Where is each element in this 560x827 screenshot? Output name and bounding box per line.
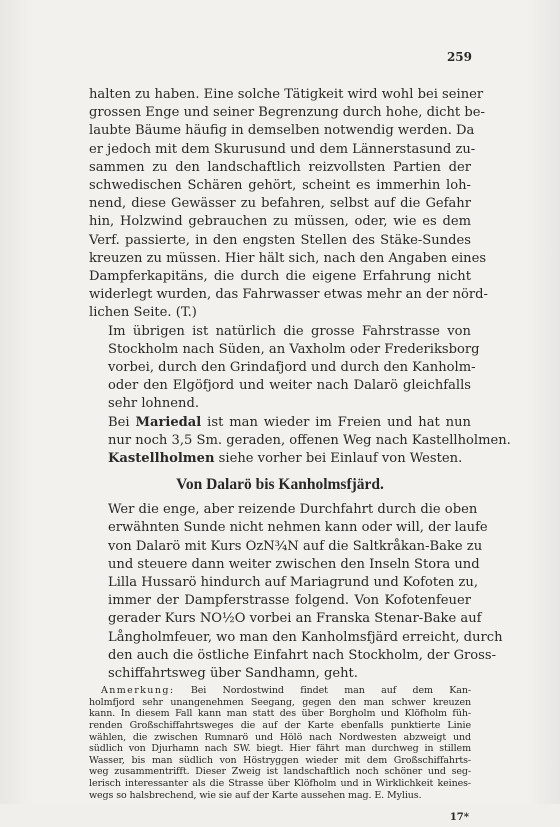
place-kastellholmen: Kastellholmen: [108, 451, 215, 467]
text-line: sehr lohnend.: [108, 396, 199, 412]
text-line: Långholmfeuer, wo man den Kanholmsfjärd erreicht, durch: [108, 629, 503, 645]
text-line: kreuzen zu müssen. Hier hält sich, nach den Angaben eines: [89, 250, 487, 266]
text-line: Lilla Hussarö hindurch auf Mariagrund und Kofoten zu,: [108, 575, 479, 591]
note-line: renden Großschiffahrtsweges die auf der Karte ebenfalls punktierte Linie: [89, 720, 471, 732]
text-line: laubte Bäume häufig in demselben notwendig werden. Da: [89, 123, 475, 139]
note-line: kann. In diesem Fall kann man statt des über Borgholm und Klöfholm füh-: [89, 708, 471, 720]
note-line: lerisch interessanter als die Strasse über Klöfholm und in Wirklichkeit keines-: [89, 778, 471, 790]
paragraph-mariedal: Bei Mariedal ist man wieder im Freien und hat nun nur noch 3,5 Sm. geraden, offenen Weg nach Kastellholmen.: [108, 414, 511, 448]
paragraph-1: [89, 323, 480, 414]
note-line: südlich von Djurhamn nach SW. biegt. Hier fährt man durchweg in stillem: [89, 743, 471, 755]
text-line: Stockholm nach Süden, an Vaxholm oder Frederiksborg: [108, 341, 480, 357]
text-line: den auch die östliche Einfahrt nach Stockholm, der Gross-: [108, 647, 497, 663]
paragraph-0: [89, 86, 488, 323]
text-line: Im übrigen ist natürlich die grosse Fahrstrasse von: [108, 323, 471, 339]
text-line: Verf. passierte, in den engsten Stellen des Stäke-Sundes: [89, 232, 471, 248]
note-line: holmfjord sehr unangenehmen Seegang, gegen den man schwer kreuzen: [89, 696, 471, 708]
note-label: Anmerkung:: [101, 685, 175, 697]
intro-paragraphs: [89, 86, 488, 414]
note-line: wählen, die zwischen Rumnarö und Hölö nach Nordwesten abzweigt und: [89, 731, 471, 743]
text-line: sammen zu den landschaftlich reizvollsten Partien der: [89, 159, 471, 175]
text-line: schwedischen Schären gehört, scheint es immerhin loh-: [89, 178, 471, 194]
footnote: Anmerkung: Bei Nordostwind findet man auf dem Kan- holmfjord sehr unangenehmen Seegang, gegen den man schwer kreuzen kann. In diesem Fall kann man statt des über Borgholm und Klöfholm füh- renden Großschiffahrtsweges die auf der Karte ebenfalls punktierte Linie wählen, die zwischen Rumnarö und Hölö nach Nordwesten abzweigt und südlich von Djurhamn nach SW. biegt. Hier fährt man durchweg in stillem Wasser, bis man südlich von Höstryggen wieder mit dem Großschiffahrts- weg zusammentrifft. Dieser Zweig ist landschaftlich noch schöner und seg- lerisch interessanter als die Strasse über Klöfholm und in Wirklichkeit keines- wegs so halsbrechend, wie sie auf der Karte aussehen mag. E. Mylius.: [89, 685, 471, 801]
signature-mark: 17*: [449, 812, 469, 824]
note-line: Wasser, bis man südlich von Höstryggen wieder mit dem Großschiffahrts-: [89, 754, 471, 766]
text-line: immer der Dampferstrasse folgend. Von Kofotenfeuer: [108, 593, 471, 609]
text-line: nend, diese Gewässer zu befahren, selbst auf die Gefahr: [89, 196, 471, 212]
note-lines: [89, 697, 471, 801]
note-line: weg zusammentrifft. Dieser Zweig ist landschaftlich noch schöner und seg-: [89, 766, 471, 778]
text-line: grossen Enge und seiner Begrenzung durch hohe, dicht be-: [89, 105, 485, 121]
text-line: von Dalarö mit Kurs OzN¾N auf die Saltkråkan-Bake zu: [108, 538, 483, 554]
text-line: erwähnten Sunde nicht nehmen kann oder will, der laufe: [108, 520, 488, 536]
section-heading: Von Dalarö bis Kanholmsfjärd.: [176, 476, 384, 494]
page-number: 259: [446, 50, 472, 64]
text-line: oder den Elgöfjord und weiter nach Dalarö gleichfalls: [108, 378, 471, 394]
text-line: vorbei, durch den Grindafjord und durch den Kanholm-: [108, 360, 476, 376]
text-line: schiffahrtsweg über Sandhamn, geht.: [108, 666, 358, 682]
text-line: und steuere dann weiter zwischen den Inseln Stora und: [108, 556, 480, 572]
text-line: Wer die enge, aber reizende Durchfahrt durch die oben: [108, 502, 478, 518]
text-line: widerlegt wurden, das Fahrwasser etwas mehr an der nörd-: [89, 287, 488, 303]
text-line: er jedoch mit dem Skurusund und dem Lännerstasund zu-: [89, 141, 476, 157]
note-line: wegs so halsbrechend, wie sie auf der Karte aussehen mag. E. Mylius.: [89, 789, 422, 801]
text-line: lichen Seite. (T.): [89, 305, 197, 321]
section-paragraph: [89, 501, 503, 683]
text-line: hin, Holzwind gebrauchen zu müssen, oder, wie es dem: [89, 214, 471, 230]
text-line: Dampferkapitäns, die durch die eigene Erfahrung nicht: [89, 269, 471, 285]
body-text: [89, 86, 511, 827]
place-mariedal: Mariedal: [135, 414, 202, 430]
paragraph-kastellholmen: Kastellholmen siehe vorher bei Einlauf von Westen.: [108, 451, 463, 467]
text-line: halten zu haben. Eine solche Tätigkeit wird wohl bei seiner: [89, 87, 484, 102]
text-line: gerader Kurs NO½O vorbei an Franska Stenar-Bake auf: [108, 611, 482, 627]
